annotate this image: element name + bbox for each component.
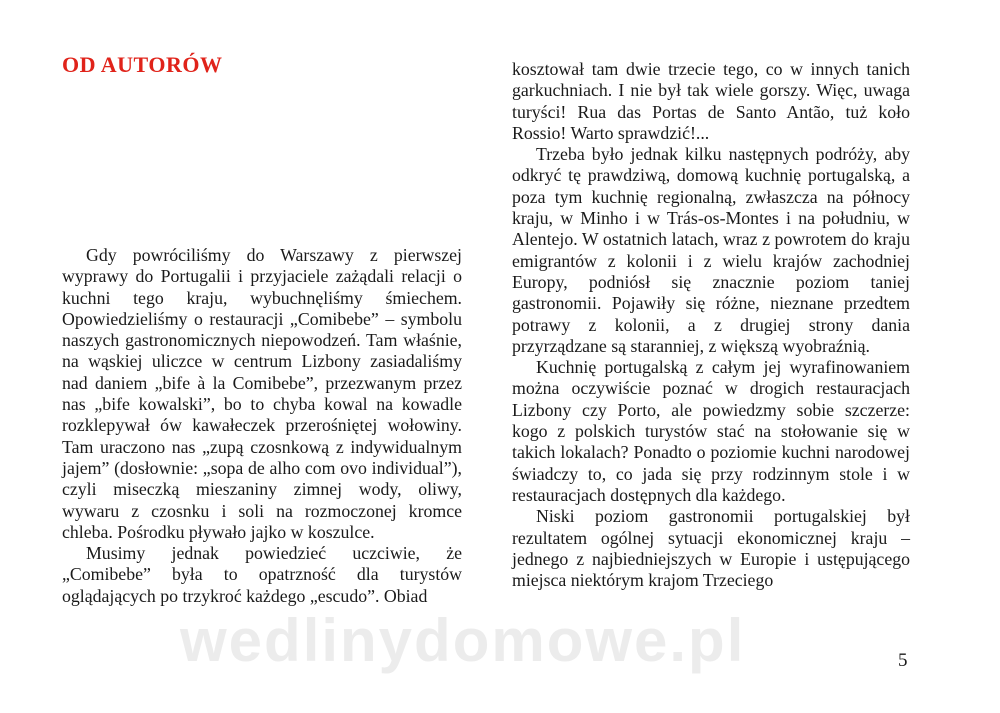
paragraph: Trzeba było jednak kilku następnych podróży, aby odkryć tę prawdziwą, domową kuchnię portugalską, a poza tym kuchnię regionalną, zwłaszcza na północy kraju, w Minho i w Trás-os-Montes i na południu, w Alentejo. W ostatnich latach, wraz z powrotem do kraju emigrantów z kolonii i z wielu krajów zachodniej Europy, podniósł się znacznie poziom taniej gastronomii. Pojawiły się różne, nieznane przedtem potrawy z kolonii, a z drugiej strony dania przyrządzane są staranniej, z większą wyobraźnią. (512, 144, 910, 356)
chapter-heading: OD AUTORÓW (62, 52, 223, 77)
left-text-column (62, 245, 462, 607)
paragraph: Musimy jednak powiedzieć uczciwie, że „Comibebe” była to opatrzność dla turystów oglądających po trzykroć każdego „escudo”. Obiad (62, 543, 462, 606)
paragraph-continued: kosztował tam dwie trzecie tego, co w innych tanich garkuchniach. I nie był tak wiele gorszy. Więc, uwaga turyści! Rua das Portas de Santo Antão, tuż koło Rossio! Warto sprawdzić!... (512, 59, 910, 143)
right-text-column (512, 59, 910, 591)
page-number: 5 (898, 650, 908, 671)
paragraph: Niski poziom gastronomii portugalskiej był rezultatem ogólnej sytuacji ekonomicznej kraju – jednego z najbiedniejszych w Europie i ustępującego miejsca niektórym krajom Trzeciego (512, 506, 910, 591)
paragraph: Gdy powróciliśmy do Warszawy z pierwszej wyprawy do Portugalii i przyjaciele zażądali relacji o kuchni tego kraju, wybuchnęliśmy śmiechem. Opowiedzieliśmy o restauracji „Comibebe” – symbolu naszych gastronomicznych niepowodzeń. Tam właśnie, na wąskiej uliczce w centrum Lizbony zasiadaliśmy nad daniem „bife à la Comibebe”, przezwanym przez nas „bife kowalski”, bo to chyba kowal na kowadle rozklepywał ów kawałeczek przerośniętej wołowiny. Tam uraczono nas „zupą czosnkową z indywidualnym jajem” (dosłownie: „sopa de alho com ovo individual”), czyli miseczką mieszaniny zimnej wody, oliwy, wywaru z czosnku i soli na rozmoczonej kromce chleba. Pośrodku pływało jajko w koszulce. (62, 245, 462, 542)
paragraph: Kuchnię portugalską z całym jej wyrafinowaniem można oczywiście poznać w drogich restauracjach Lizbony czy Porto, ale powiedzmy sobie szczerze: kogo z polskich turystów stać na stołowanie się w takich lokalach? Ponadto o poziomie kuchni narodowej świadczy to, co jada się przy rodzinnym stole i w restauracjach dostępnych dla każdego. (512, 357, 910, 505)
watermark: wedlinydomowe.pl (180, 607, 746, 674)
